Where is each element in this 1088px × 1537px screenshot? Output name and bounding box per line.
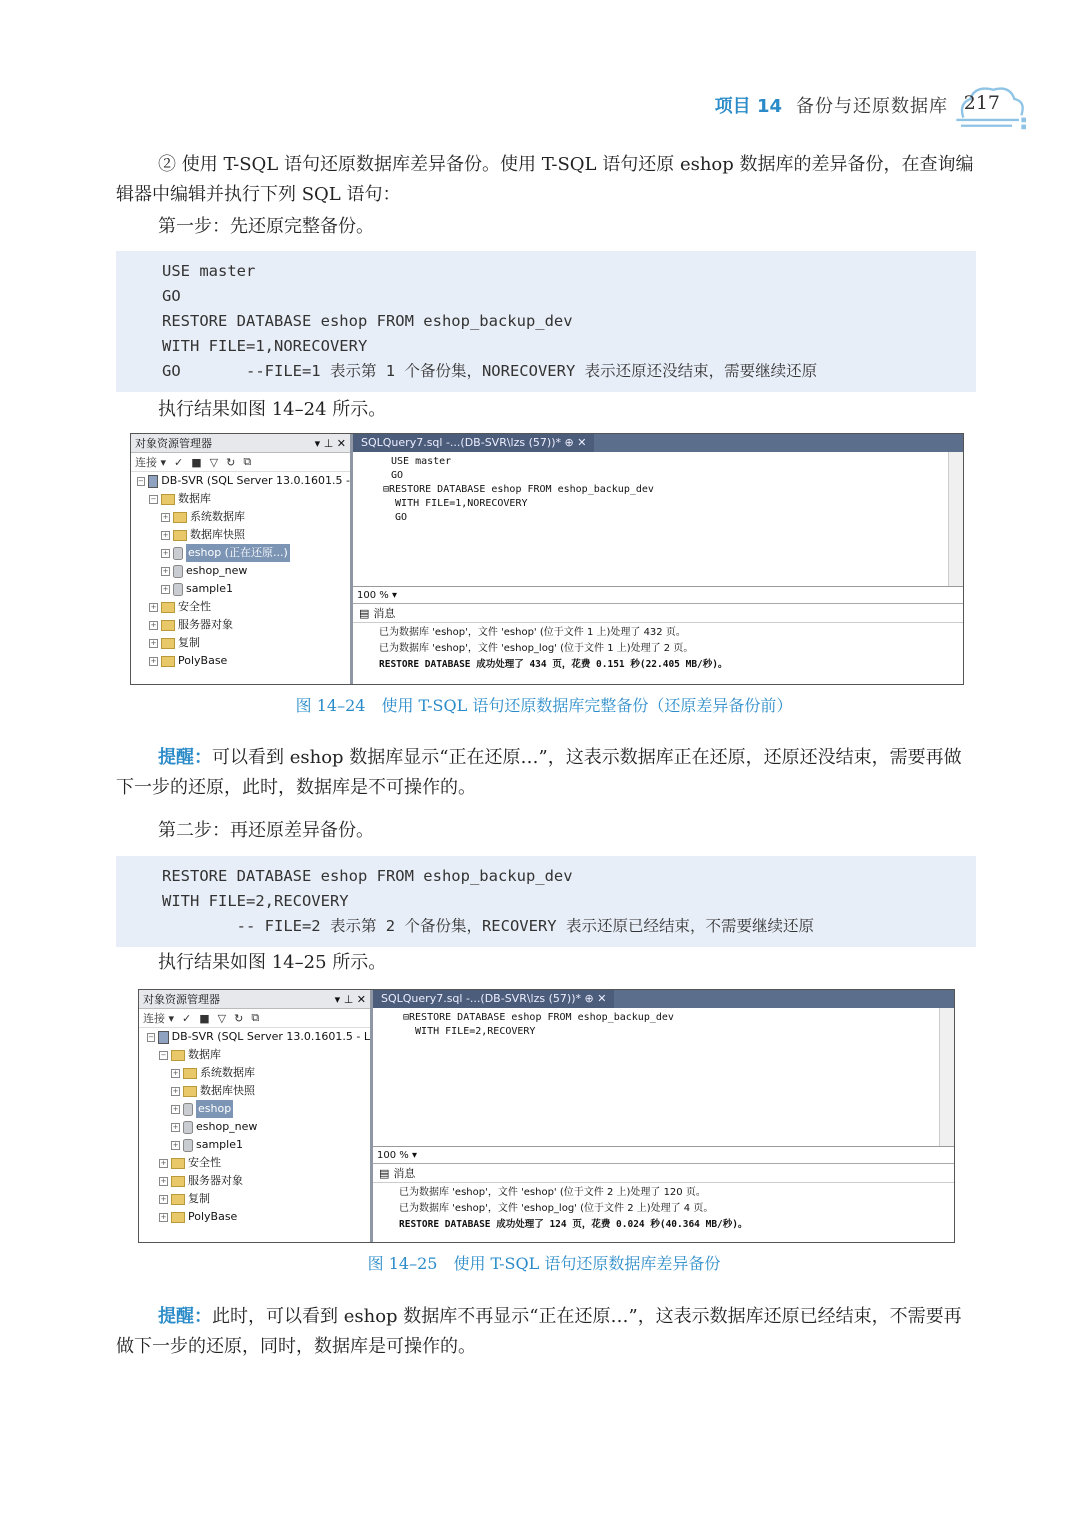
code-line: USE master [162,262,256,280]
collapse-icon[interactable]: − [160,1050,167,1059]
intro-paragraph: ② 使用 T-SQL 语句还原数据库差异备份。使用 T-SQL 语句还原 eshop 数据库的差异备份，在查询编辑器中编辑并执行下列 SQL 语句： [116,154,974,205]
hint-label: 提醒： [158,747,212,768]
tree-node-server-objects[interactable]: + 服务器对象 [160,1174,243,1187]
step-two-label: 第二步：再还原差异备份。 [158,820,374,841]
tree-node-sample1[interactable]: + sample1 [172,1138,243,1151]
tree-node-sample1[interactable]: + sample1 [162,582,233,595]
code-block-full-restore [116,251,976,392]
activity-monitor-icon[interactable]: ⧉ [251,1011,260,1024]
tree-node-snapshots[interactable]: + 数据库快照 [172,1084,255,1097]
server-icon [158,1031,169,1044]
editor-scrollbar[interactable] [948,452,963,586]
expand-icon[interactable]: + [162,512,169,521]
query-tab[interactable]: SQLQuery7.sql -...(DB-SVR\lzs (57))* ⊕ ✕ [353,434,594,452]
tree-node-replication[interactable]: + 复制 [160,1192,210,1205]
query-editor-pane [373,990,954,1242]
figure-caption-14-25: 图 14–25 使用 T-SQL 语句还原数据库差异备份 [367,1254,721,1273]
object-explorer-title: 对象资源管理器 [135,437,212,450]
running-header [715,92,948,118]
folder-icon [173,512,187,523]
message-line: 已为数据库 'eshop'，文件 'eshop_log' (位于文件 1 上)处理了 2 页。 [379,643,694,654]
expand-icon[interactable]: + [150,638,157,647]
filter-icon[interactable]: ▽ [209,455,219,469]
messages-tab[interactable]: ▤ 消息 [353,604,963,623]
editor-line: ⊟RESTORE DATABASE eshop FROM eshop_backup_dev [383,484,654,495]
ssms-screenshot-1 [130,433,964,685]
object-explorer-panel [131,434,353,684]
message-line: 已为数据库 'eshop'，文件 'eshop_log' (位于文件 2 上)处理了 4 页。 [399,1203,714,1214]
step-one-label: 第一步：先还原完整备份。 [158,216,374,237]
connect-icon[interactable]: ✓ [182,1011,192,1025]
filter-icon[interactable]: ▽ [217,1011,227,1025]
folder-icon [161,494,175,505]
hint-paragraph-1 [116,743,976,803]
tree-node-system-db[interactable]: + 系统数据库 [162,510,245,523]
tree-node-system-db[interactable]: + 系统数据库 [172,1066,255,1079]
collapse-icon[interactable]: − [150,494,157,503]
topic-label: 备份与还原数据库 [796,96,948,117]
hint-text: 可以看到 eshop 数据库显示“正在还原…”，这表示数据库正在还原，还原还没结束，需要再做下一步的还原，此时，数据库是不可操作的。 [116,747,962,798]
disconnect-icon[interactable]: ■ [191,455,202,469]
folder-icon [183,1086,197,1097]
object-explorer-toolbar [139,1009,370,1028]
tree-server-node[interactable]: − DB-SVR (SQL Server 13.0.1601.5 - L [148,1030,370,1043]
connect-button[interactable]: 连接 ▾ [135,456,167,469]
database-icon [183,1103,193,1116]
expand-icon[interactable]: + [172,1086,179,1095]
folder-icon [171,1194,185,1205]
editor-line: WITH FILE=1,NORECOVERY [383,498,528,509]
folder-icon [161,656,175,667]
tree-node-databases[interactable]: − 数据库 [150,492,211,505]
folder-icon [161,620,175,631]
expand-icon[interactable]: + [172,1122,179,1131]
messages-icon: ▤ [379,1166,390,1180]
database-icon [173,583,183,596]
messages-output [353,623,963,673]
folder-icon [161,602,175,613]
code-line: RESTORE DATABASE eshop FROM eshop_backup_dev [162,867,573,885]
collapse-icon[interactable]: − [138,476,144,485]
tree-node-eshop-new[interactable]: + eshop_new [162,564,248,577]
expand-icon[interactable]: + [150,656,157,665]
refresh-icon[interactable]: ↻ [226,455,236,469]
code-line: -- FILE=2 表示第 2 个备份集，RECOVERY 表示还原已经结束，不需要继续还原 [162,917,814,935]
panel-pin-controls[interactable]: ▾ ⊥ ✕ [314,436,346,450]
folder-icon [173,530,187,541]
message-line: 已为数据库 'eshop'，文件 'eshop' (位于文件 2 上)处理了 120 页。 [399,1187,706,1198]
expand-icon[interactable]: + [160,1194,167,1203]
editor-line: GO [391,470,404,481]
folder-icon [171,1158,185,1169]
tree-node-security[interactable]: + 安全性 [150,600,211,613]
message-line: 已为数据库 'eshop'，文件 'eshop' (位于文件 1 上)处理了 432 页。 [379,627,686,638]
tree-node-eshop-new[interactable]: + eshop_new [172,1120,258,1133]
expand-icon[interactable]: + [150,602,157,611]
expand-icon[interactable]: + [162,548,169,557]
page-number: 217 [963,92,1000,114]
messages-icon: ▤ [359,606,370,620]
code-line: WITH FILE=1,NORECOVERY [162,337,368,355]
code-line: WITH FILE=2,RECOVERY [162,892,349,910]
object-explorer-title: 对象资源管理器 [143,993,220,1006]
zoom-select[interactable]: 100 % ▾ [357,589,397,601]
zoom-select[interactable]: 100 % ▾ [377,1149,417,1161]
expand-icon[interactable]: + [172,1068,179,1077]
folder-icon [183,1068,197,1079]
tree-server-node[interactable]: − DB-SVR (SQL Server 13.0.1601.5 - [138,474,350,487]
editor-line: ⊟RESTORE DATABASE eshop FROM eshop_backup_dev [403,1012,674,1023]
expand-icon[interactable]: + [160,1176,167,1185]
expand-icon[interactable]: + [172,1104,179,1113]
editor-line: GO [383,512,408,523]
expand-icon[interactable]: + [162,566,169,575]
message-line: RESTORE DATABASE 成功处理了 124 页，花费 0.024 秒(40.364 MB/秒)。 [399,1219,748,1230]
tree-node-eshop[interactable]: + eshop (正在还原...) [137,544,350,562]
query-tab[interactable]: SQLQuery7.sql -...(DB-SVR\lzs (57))* ⊕ ✕ [373,990,614,1008]
editor-line: WITH FILE=2,RECOVERY [403,1026,536,1037]
expand-icon[interactable]: + [160,1212,167,1221]
disconnect-icon[interactable]: ■ [199,1011,210,1025]
connect-icon[interactable]: ✓ [174,455,184,469]
code-line: GO [162,287,181,305]
result-text-2: 执行结果如图 14–25 所示。 [158,952,387,973]
project-label: 项目 14 [714,96,782,117]
database-icon [183,1139,193,1152]
tree-node-security[interactable]: + 安全性 [160,1156,221,1169]
tree-node-polybase[interactable]: + PolyBase [160,1210,238,1223]
expand-icon[interactable]: + [160,1158,167,1167]
collapse-icon[interactable]: − [148,1032,154,1041]
tree-node-eshop[interactable]: + eshop [147,1100,370,1118]
query-editor[interactable] [373,1008,954,1147]
folder-icon [171,1176,185,1187]
code-line: GO --FILE=1 表示第 1 个备份集，NORECOVERY 表示还原还没结束，需要继续还原 [162,362,818,380]
expand-icon[interactable]: + [150,620,157,629]
figure-caption-14-24: 图 14–24 使用 T-SQL 语句还原数据库完整备份（还原差异备份前） [295,696,793,715]
panel-pin-controls[interactable]: ▾ ⊥ ✕ [334,992,366,1006]
database-icon [183,1121,193,1134]
database-icon [173,547,183,560]
object-explorer-toolbar [131,453,350,472]
object-explorer-panel [139,990,373,1242]
tree-node-snapshots[interactable]: + 数据库快照 [162,528,245,541]
editor-line: USE master [391,456,452,467]
hint-label: 提醒： [158,1306,212,1327]
tree-node-polybase[interactable]: + PolyBase [150,654,228,667]
code-block-diff-restore [116,856,976,947]
editor-scrollbar[interactable] [939,1008,954,1146]
tree-node-replication[interactable]: + 复制 [150,636,200,649]
refresh-icon[interactable]: ↻ [234,1011,244,1025]
code-line: RESTORE DATABASE eshop FROM eshop_backup_dev [162,312,573,330]
hint-paragraph-2 [116,1302,976,1362]
result-text-1: 执行结果如图 14–24 所示。 [158,399,387,420]
expand-icon[interactable]: + [162,530,169,539]
tree-node-server-objects[interactable]: + 服务器对象 [150,618,233,631]
query-editor[interactable] [353,452,963,587]
folder-icon [171,1050,185,1061]
expand-icon[interactable]: + [162,584,169,593]
server-icon [148,475,158,488]
messages-output [373,1183,954,1233]
query-editor-pane [353,434,963,684]
connect-button[interactable]: 连接 ▾ [143,1012,175,1025]
tree-node-databases[interactable]: − 数据库 [160,1048,221,1061]
database-icon [173,565,183,578]
activity-monitor-icon[interactable]: ⧉ [243,455,252,468]
folder-icon [161,638,175,649]
hint-text: 此时，可以看到 eshop 数据库不再显示“正在还原…”，这表示数据库还原已经结束，不需要再做下一步的还原，同时，数据库是可操作的。 [116,1306,962,1357]
messages-tab[interactable]: ▤ 消息 [373,1164,954,1183]
ssms-screenshot-2 [138,989,955,1243]
expand-icon[interactable]: + [172,1140,179,1149]
message-line: RESTORE DATABASE 成功处理了 434 页，花费 0.151 秒(22.405 MB/秒)。 [379,659,728,670]
folder-icon [171,1212,185,1223]
